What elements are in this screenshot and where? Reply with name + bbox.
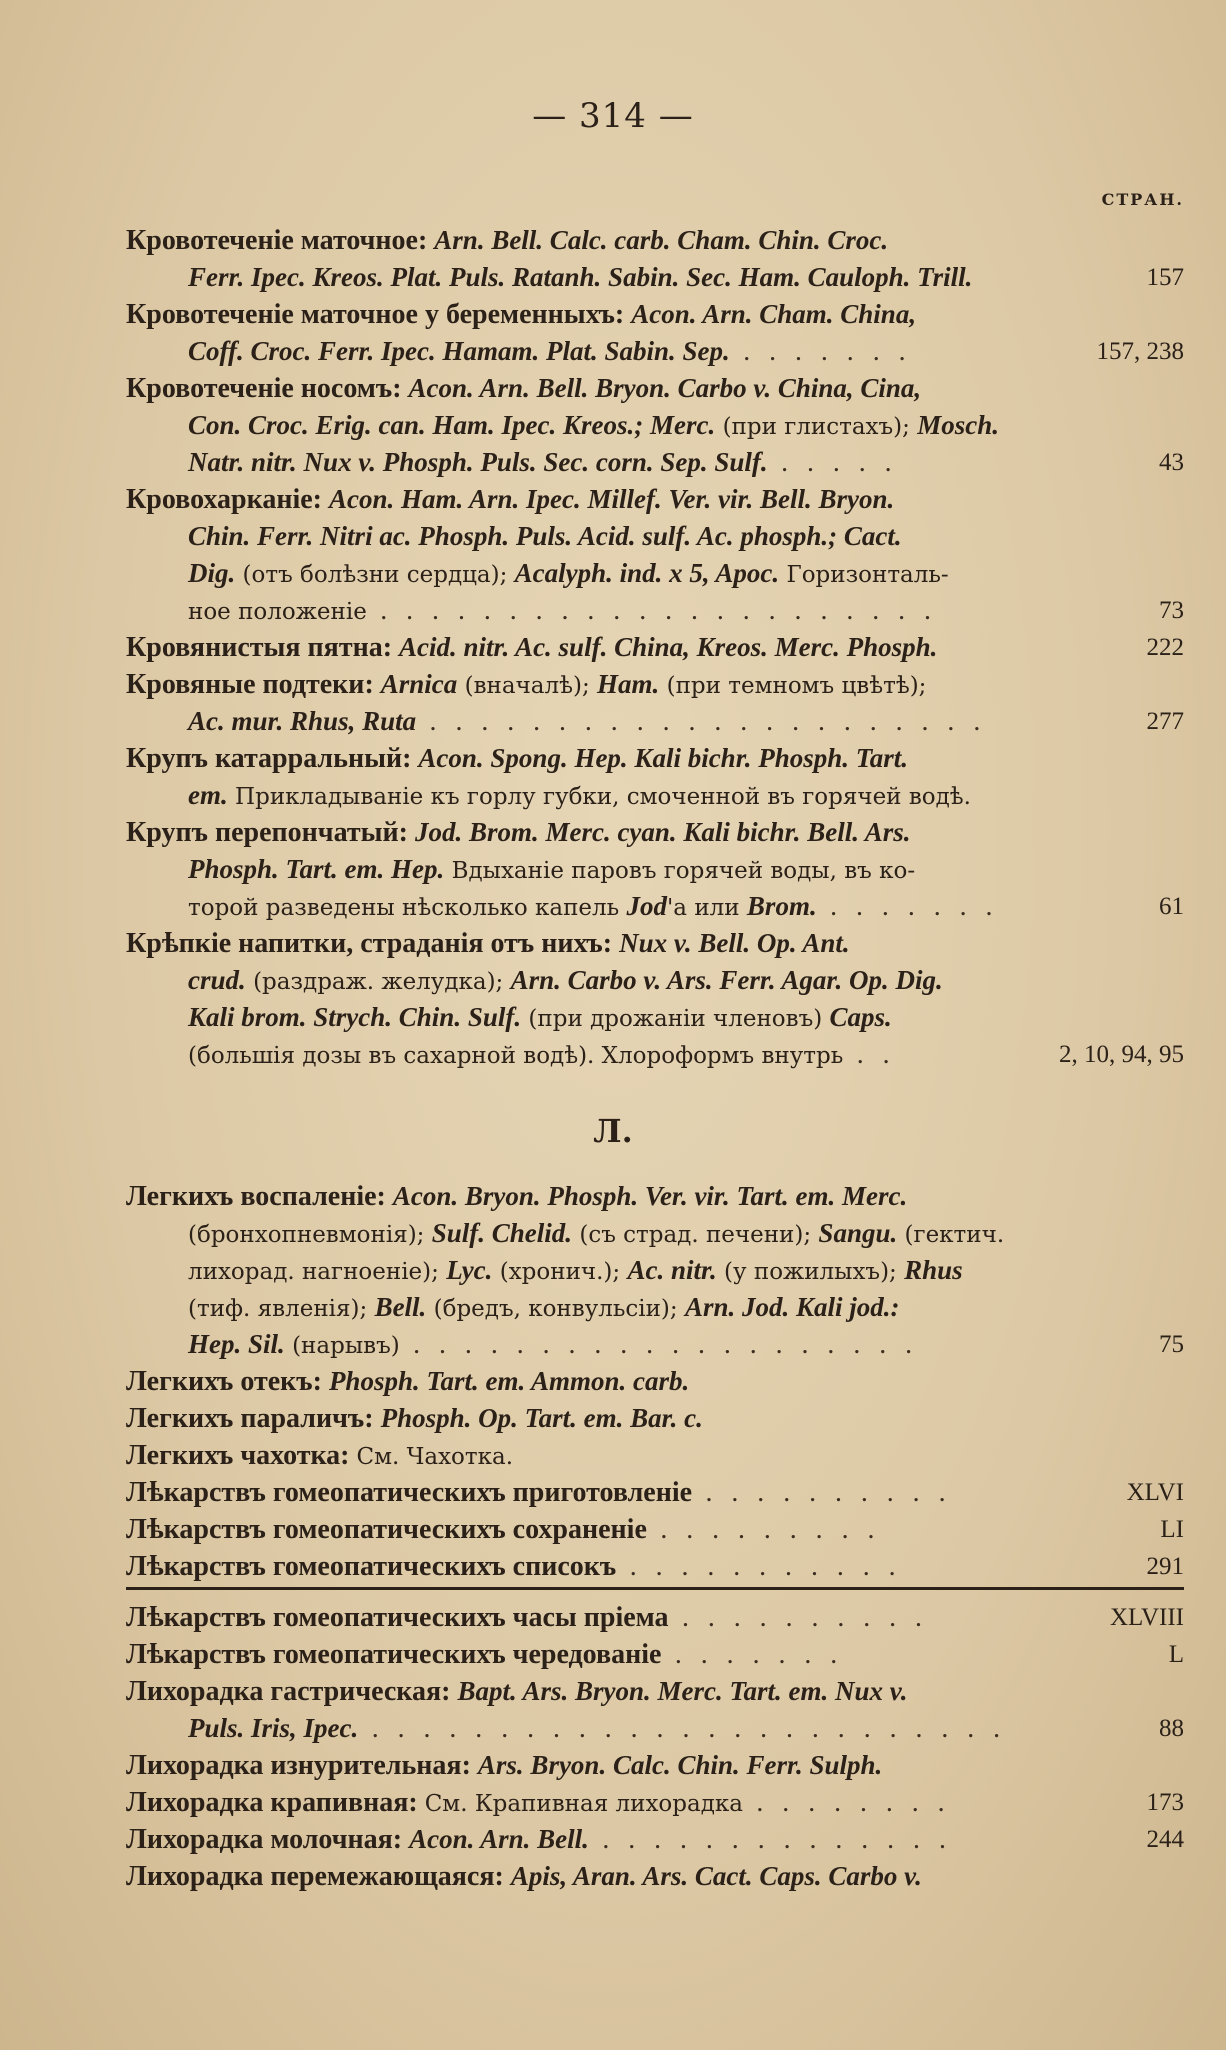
entry-heading: Лѣкарствъ гомеопатическихъ сохраненіе	[126, 1514, 647, 1545]
entry-text: (бредъ, конвульсіи);	[426, 1296, 685, 1322]
remedy-list: Ferr. Ipec. Kreos. Plat. Puls. Ratanh. Sabin. Sec. Ham. Cauloph. Trill.	[188, 262, 973, 292]
remedy-list: Caps.	[829, 1002, 892, 1032]
page-reference: L	[1168, 1641, 1184, 1668]
entry-text: (при глистахъ);	[715, 414, 918, 440]
entry-line	[126, 999, 1184, 1036]
entry-text: (гектич.	[897, 1222, 1005, 1248]
entry-heading: Лихорадка перемежающаяся:	[126, 1861, 511, 1892]
entry-heading: Лѣкарствъ гомеопатическихъ приготовленіе	[126, 1477, 693, 1508]
entry-heading: Кровотеченіе маточное:	[126, 225, 435, 256]
page-reference: 61	[1159, 893, 1184, 920]
entry-line	[126, 407, 1184, 444]
entry-heading: Лѣкарствъ гомеопатическихъ списокъ	[126, 1551, 617, 1582]
entry-text: (при дрожаніи членовъ)	[521, 1006, 830, 1032]
entry-line	[126, 222, 1184, 259]
entry-heading: Кровяные подтеки:	[126, 669, 381, 700]
index-entry	[126, 1673, 1184, 1747]
remedy-list: Brom.	[746, 891, 817, 921]
page-reference: 291	[1146, 1553, 1184, 1580]
page-column-label: СТРАН.	[1101, 190, 1184, 209]
entry-line	[126, 666, 1184, 703]
section-letter: Л.	[593, 1112, 633, 1150]
page-reference: 73	[1159, 597, 1184, 624]
entry-line	[126, 1289, 1184, 1326]
remedy-list: Puls. Iris, Ipec.	[188, 1713, 359, 1743]
leader-dots: . . . . . . . . .	[646, 1515, 880, 1544]
entry-heading: Легкихъ отекъ:	[126, 1366, 329, 1397]
entry-heading: Лихорадка гастрическая:	[126, 1676, 458, 1707]
entry-line	[126, 1821, 1184, 1858]
remedy-list: Acon. Arn. Bell.	[409, 1824, 589, 1854]
remedy-list: Arn. Carbo v. Ars. Ferr. Agar. Op. Dig.	[510, 965, 943, 995]
leader-dots: . . . . . . . . . . . . . . . . . . . .	[399, 1330, 918, 1359]
remedy-list: Acon. Bryon. Phosph. Ver. vir. Tart. em. Merc.	[392, 1181, 908, 1211]
index-entry	[126, 1363, 1184, 1400]
page-reference: LI	[1160, 1516, 1184, 1543]
divider-rule	[126, 1587, 1184, 1590]
entry-line	[126, 555, 1184, 592]
entry-line	[126, 1710, 1184, 1747]
leader-dots: . . . . . . . . . . . . . . . . . . . . . .	[366, 596, 937, 625]
entry-text: См. Крапивная лихорадка	[424, 1791, 743, 1817]
entry-line	[126, 962, 1184, 999]
entry-line	[126, 592, 1184, 629]
leader-dots: . . . . . . . . . . . . . . . . . . . . . . . . .	[358, 1714, 1006, 1743]
entry-text: Вдыханіе паровъ горячей воды, въ ко-	[444, 858, 916, 884]
remedy-list: Ac. mur. Rhus, Ruta	[188, 706, 417, 736]
entry-heading: Лихорадка изнурительная:	[126, 1750, 478, 1781]
entry-heading: Легкихъ воспаленіе:	[126, 1181, 393, 1212]
index-entry	[126, 1784, 1184, 1821]
entry-line	[126, 925, 1184, 962]
entry-heading: Кровотеченіе маточное у беременныхъ:	[126, 299, 632, 330]
remedy-list: Phosph. Tart. em. Hep.	[188, 854, 445, 884]
page-reference: XLVI	[1126, 1479, 1184, 1506]
entry-line	[126, 740, 1184, 777]
entry-line	[126, 1599, 1184, 1636]
remedy-list: Mosch.	[917, 410, 999, 440]
entry-heading: Легкихъ чахотка:	[126, 1440, 357, 1471]
page-reference: 88	[1159, 1715, 1184, 1742]
entry-line	[126, 518, 1184, 555]
remedy-list: Rhus	[904, 1255, 963, 1285]
entry-text: (у пожилыхъ);	[716, 1259, 905, 1285]
leader-dots: . . . . . . . . . .	[668, 1603, 928, 1632]
remedy-list: Phosph. Op. Tart. em. Bar. c.	[380, 1403, 703, 1433]
entry-text: (большія дозы въ сахарной водѣ). Хлороформъ внутрь	[188, 1043, 844, 1069]
entry-line	[126, 814, 1184, 851]
index-entry	[126, 296, 1184, 370]
entry-heading: Крупъ катарральный:	[126, 743, 419, 774]
index-entry	[126, 1599, 1184, 1636]
entry-line	[126, 1474, 1184, 1511]
page-reference: 43	[1159, 449, 1184, 476]
leader-dots: . . . . . . . . . . .	[616, 1552, 902, 1581]
index-entry	[126, 629, 1184, 666]
entry-heading: Крупъ перепончатый:	[126, 817, 415, 848]
leader-dots: . . . . . . . . . .	[692, 1478, 952, 1507]
entry-line	[126, 1636, 1184, 1673]
entry-text: (съ страд. печени);	[572, 1222, 819, 1248]
entry-line	[126, 481, 1184, 518]
entry-line	[126, 1548, 1184, 1585]
remedy-list: Chin. Ferr. Nitri ac. Phosph. Puls. Acid. sulf. Ac. phosph.; Cact.	[188, 521, 902, 551]
index-entry	[126, 1437, 1184, 1474]
entry-heading: Кровянистыя пятна:	[126, 632, 400, 663]
entry-text: (при темномъ цвѣтѣ);	[659, 673, 927, 699]
entry-text: Горизонталь-	[779, 562, 949, 588]
index-entry	[126, 740, 1184, 814]
entry-line	[126, 1252, 1184, 1289]
entry-heading: Легкихъ параличъ:	[126, 1403, 381, 1434]
entry-line	[126, 1673, 1184, 1710]
entry-line	[126, 370, 1184, 407]
entry-line	[126, 296, 1184, 333]
index-entry	[126, 481, 1184, 629]
entry-line	[126, 851, 1184, 888]
remedy-list: Acon. Ham. Arn. Ipec. Millef. Ver. vir. Bell. Bryon.	[329, 484, 895, 514]
remedy-list: Arn. Jod. Kali jod.:	[684, 1292, 900, 1322]
remedy-list: Ars. Bryon. Calc. Chin. Ferr. Sulph.	[477, 1750, 883, 1780]
entry-text: (нарывъ)	[284, 1333, 400, 1359]
entry-line	[126, 1858, 1184, 1895]
leader-dots: . . . . . . .	[816, 892, 998, 921]
remedy-list: Ham.	[597, 669, 660, 699]
entry-line	[126, 259, 1184, 296]
index-entry	[126, 1858, 1184, 1895]
entry-line	[126, 333, 1184, 370]
leader-dots: . . . . . . .	[729, 337, 912, 366]
remedy-list: Arn. Bell. Calc. carb. Cham. Chin. Croc.	[434, 225, 889, 255]
page-number: — 314 —	[532, 96, 694, 136]
remedy-list: Phosph. Tart. em. Ammon. carb.	[328, 1366, 690, 1396]
entry-heading: Лѣкарствъ гомеопатическихъ чередованіе	[126, 1639, 662, 1670]
entry-text: (хронич.);	[492, 1259, 628, 1285]
entry-line	[126, 444, 1184, 481]
remedy-list: Lyc.	[446, 1255, 493, 1285]
leader-dots: . . . . .	[767, 448, 898, 477]
index-entry	[126, 814, 1184, 925]
remedy-list: Bell.	[374, 1292, 427, 1322]
remedy-list: Acon. Spong. Hep. Kali bichr. Phosph. Tart.	[418, 743, 909, 773]
remedy-list: Dig.	[188, 558, 236, 588]
page-reference: 222	[1146, 634, 1184, 661]
entry-line	[126, 703, 1184, 740]
entry-line	[126, 1363, 1184, 1400]
remedy-list: Con. Croc. Erig. can. Ham. Ipec. Kreos.; Merc.	[188, 410, 716, 440]
remedy-list: Acon. Arn. Bell. Bryon. Carbo v. China, Cina,	[408, 373, 922, 403]
entry-heading: Крѣпкіе напитки, страданія отъ нихъ:	[126, 928, 620, 959]
remedy-list: Bapt. Ars. Bryon. Merc. Tart. em. Nux v.	[457, 1676, 908, 1706]
leader-dots: . . . . . . . . . . . . . . . . . . . . . .	[416, 707, 986, 736]
leader-dots: . .	[843, 1040, 896, 1069]
entry-line	[126, 1511, 1184, 1548]
index-entry	[126, 1821, 1184, 1858]
entry-line	[126, 1747, 1184, 1784]
remedy-list: Nux v. Bell. Op. Ant.	[619, 928, 850, 958]
remedy-list: crud.	[188, 965, 246, 995]
entry-heading: Лихорадка молочная:	[126, 1824, 410, 1855]
page-reference: 2, 10, 94, 95	[1059, 1041, 1184, 1068]
leader-dots: . . . . . . . . . . . . . .	[588, 1825, 952, 1854]
remedy-list: Hep. Sil.	[188, 1329, 285, 1359]
entry-heading: Лихорадка крапивная:	[126, 1787, 425, 1818]
index-entry	[126, 1548, 1184, 1585]
index-entry	[126, 370, 1184, 481]
entry-line	[126, 1215, 1184, 1252]
entry-text: Прикладываніе къ горлу губки, смоченной въ горячей водѣ.	[227, 784, 971, 810]
remedy-list: Arnica	[380, 669, 458, 699]
entry-heading: Кровотеченіе носомъ:	[126, 373, 409, 404]
entry-text: 'а или	[666, 895, 747, 921]
page-reference: 157	[1146, 264, 1184, 291]
remedy-list: Natr. nitr. Nux v. Phosph. Puls. Sec. corn. Sep. Sulf.	[188, 447, 768, 477]
entry-line	[126, 777, 1184, 814]
index-entry	[126, 1511, 1184, 1548]
remedy-list: Sulf. Chelid.	[431, 1218, 573, 1248]
entry-text: торой разведены нѣсколько капель	[188, 895, 627, 921]
remedy-list: Ac. nitr.	[627, 1255, 717, 1285]
remedy-list: Acid. nitr. Ac. sulf. China, Kreos. Merc. Phosph.	[399, 632, 938, 662]
entry-line	[126, 1178, 1184, 1215]
entry-text: ное положеніе	[188, 599, 367, 625]
remedy-list: Sangu.	[818, 1218, 898, 1248]
index-entry	[126, 1636, 1184, 1673]
remedy-list: Jod	[626, 891, 667, 921]
entry-text: лихорад. нагноеніе);	[188, 1259, 447, 1285]
entry-line	[126, 1437, 1184, 1474]
entry-line	[126, 888, 1184, 925]
entry-text: (тиф. явленія);	[188, 1296, 375, 1322]
page-reference: 75	[1159, 1331, 1184, 1358]
index-entry	[126, 666, 1184, 740]
entry-text: См. Чахотка.	[356, 1444, 514, 1470]
entry-line	[126, 1400, 1184, 1437]
index-entry	[126, 1178, 1184, 1363]
index-entry	[126, 1400, 1184, 1437]
entry-line	[126, 1036, 1184, 1073]
index-entry	[126, 1474, 1184, 1511]
leader-dots: . . . . . . .	[661, 1640, 843, 1669]
entry-text: (отъ болѣзни сердца);	[235, 562, 515, 588]
page-reference: 173	[1146, 1789, 1184, 1816]
page-reference: 277	[1146, 708, 1184, 735]
page-reference: 157, 238	[1096, 338, 1184, 365]
remedy-list: Coff. Croc. Ferr. Ipec. Hamam. Plat. Sabin. Sep.	[188, 336, 730, 366]
entry-text: (раздраж. желудка);	[245, 969, 511, 995]
entry-text: (вначалѣ);	[457, 673, 598, 699]
page-reference: XLVIII	[1109, 1604, 1184, 1631]
remedy-list: Kali brom. Strych. Chin. Sulf.	[188, 1002, 522, 1032]
entry-line	[126, 629, 1184, 666]
entry-heading: Лѣкарствъ гомеопатическихъ часы пріема	[126, 1602, 669, 1633]
entry-text: (бронхопневмонія);	[188, 1222, 432, 1248]
index-entry	[126, 222, 1184, 296]
leader-dots: . . . . . . . .	[742, 1788, 951, 1817]
page-reference: 244	[1146, 1826, 1184, 1853]
remedy-list: Jod. Brom. Merc. cyan. Kali bichr. Bell. Ars.	[414, 817, 911, 847]
remedy-list: Acalyph. ind. x 5, Apoc.	[514, 558, 780, 588]
index-entry	[126, 925, 1184, 1073]
entry-heading: Кровохарканіе:	[126, 484, 329, 515]
remedy-list: Acon. Arn. Cham. China,	[631, 299, 917, 329]
remedy-list: em.	[188, 780, 228, 810]
entry-line	[126, 1784, 1184, 1821]
entry-line	[126, 1326, 1184, 1363]
remedy-list: Apis, Aran. Ars. Cact. Caps. Carbo v.	[510, 1861, 922, 1891]
index-entry	[126, 1747, 1184, 1784]
